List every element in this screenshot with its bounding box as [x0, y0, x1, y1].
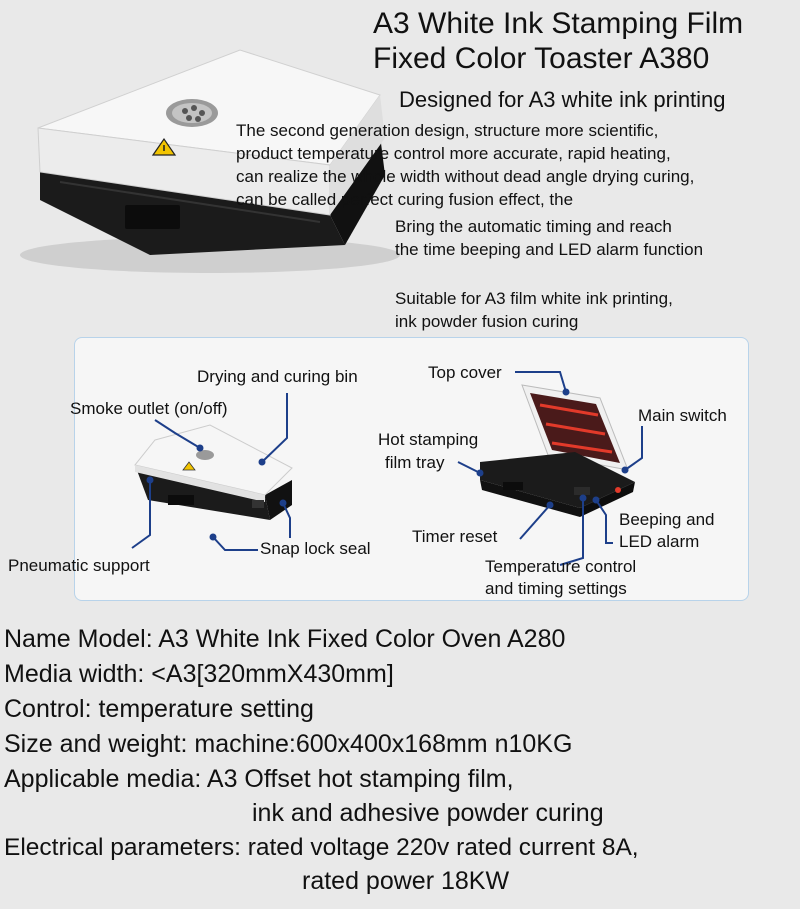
- spec-applicable-media-line-2: ink and adhesive powder curing: [252, 799, 604, 827]
- label-snap-lock-seal: Snap lock seal: [260, 539, 371, 558]
- spec-electrical-line-1: Electrical parameters: rated voltage 220v rated current 8A,: [4, 834, 639, 861]
- label-top-cover: Top cover: [428, 363, 502, 382]
- label-drying-bin: Drying and curing bin: [197, 367, 358, 386]
- label-beeping-line-1: Beeping and: [619, 510, 715, 529]
- product-title-line-2: Fixed Color Toaster A380: [373, 42, 710, 75]
- spec-size-weight: Size and weight: machine:600x400x168mm n10KG: [4, 730, 573, 758]
- spec-electrical-line-2: rated power 18KW: [302, 867, 510, 895]
- label-temp-control-line-2: and timing settings: [485, 579, 627, 598]
- label-film-tray-line-2: film tray: [385, 453, 445, 472]
- description-line-2: product temperature control more accurate, rapid heating,: [236, 144, 671, 163]
- label-smoke-outlet: Smoke outlet (on/off): [70, 399, 228, 418]
- label-temp-control-line-1: Temperature control: [485, 557, 637, 576]
- description-line-3: can realize the whole width without dead angle drying curing,: [236, 167, 695, 186]
- feature-timing-line-1: Bring the automatic timing and reach: [395, 217, 672, 236]
- feature-suitable-line-2: ink powder fusion curing: [395, 312, 579, 331]
- feature-timing-line-2: the time beeping and LED alarm function: [395, 240, 704, 259]
- spec-media-width: Media width: <A3[320mmX430mm]: [4, 660, 394, 688]
- label-timer-reset: Timer reset: [412, 527, 498, 546]
- spec-applicable-media-line-1: Applicable media: A3 Offset hot stamping film,: [4, 765, 514, 793]
- label-pneumatic-support: Pneumatic support: [8, 556, 150, 575]
- product-subtitle: Designed for A3 white ink printing: [399, 87, 726, 112]
- description-line-1: The second generation design, structure more scientific,: [236, 121, 659, 140]
- description-line-4: can be called perfect curing fusion effect, the: [236, 190, 574, 209]
- spec-name-model: Name Model: A3 White Ink Fixed Color Oven A280: [4, 625, 566, 653]
- label-main-switch: Main switch: [638, 406, 727, 425]
- feature-suitable-line-1: Suitable for A3 film white ink printing,: [395, 289, 673, 308]
- spec-control: Control: temperature setting: [4, 695, 314, 723]
- label-film-tray-line-1: Hot stamping: [378, 430, 479, 449]
- label-beeping-line-2: LED alarm: [619, 532, 700, 551]
- product-title-line-1: A3 White Ink Stamping Film: [373, 7, 744, 40]
